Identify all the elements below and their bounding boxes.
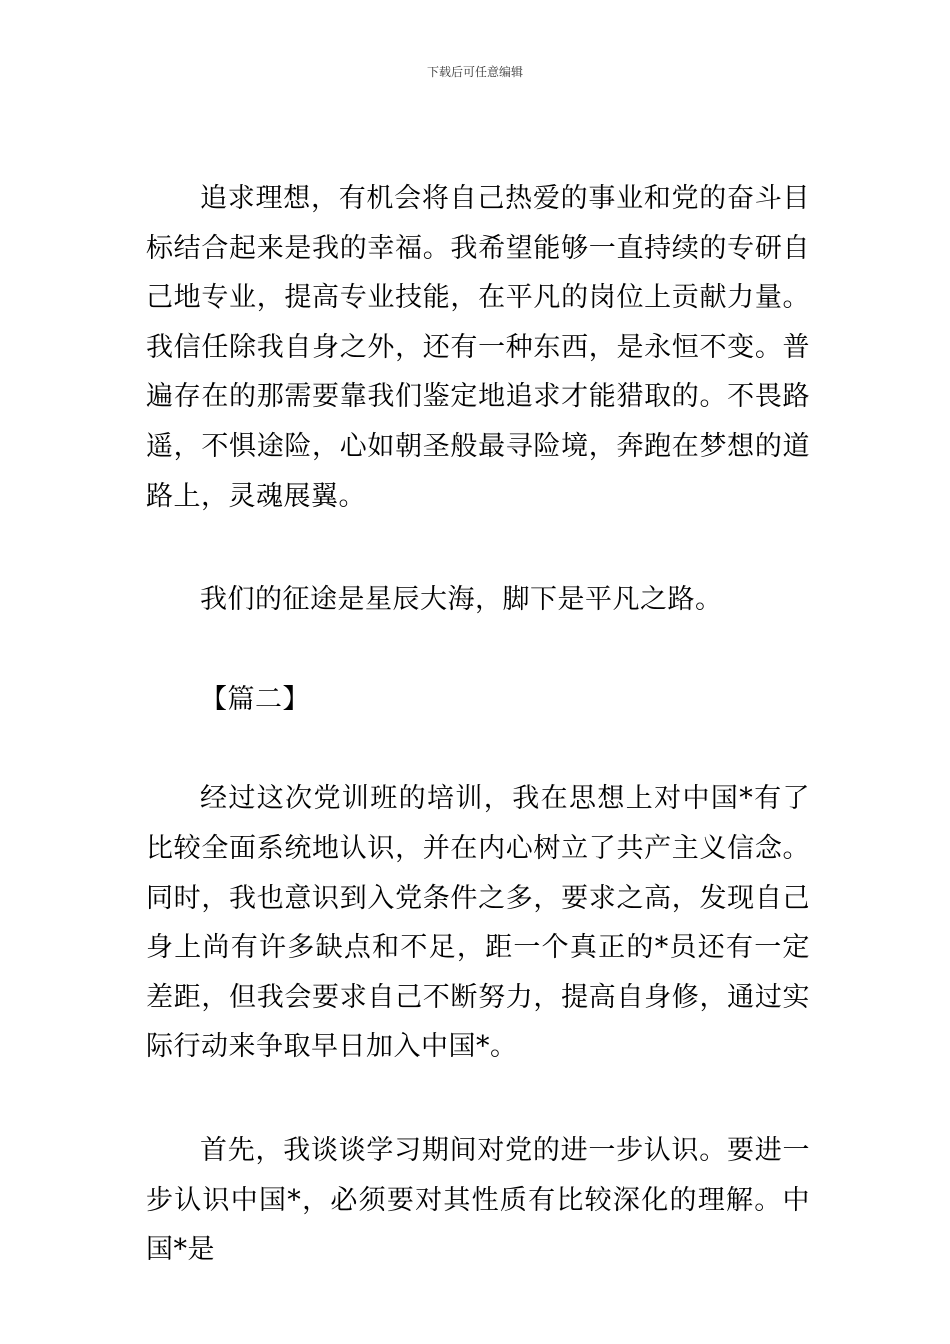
paragraph-training: 经过这次党训班的培训，我在思想上对中国*有了比较全面系统地认识，并在内心树立了共产主义信念。同时，我也意识到入党条件之多，要求之高，发现自己身上尚有许多缺点和不足，距一个真正的*员还有一定差距，但我会要求自己不断努力，提高自身修，通过实际行动来争取早日加入中国*。 <box>146 783 810 1063</box>
paragraph-understanding: 首先，我谈谈学习期间对党的进一步认识。要进一步认识中国*，必须要对其性质有比较深化的理解。中国*是 <box>146 1134 810 1266</box>
page-header: 下载后可任意编辑 <box>426 65 523 79</box>
paragraph-ideals: 追求理想，有机会将自己热爱的事业和党的奋斗目标结合起来是我的幸福。我希望能够一直持续的专研自己地专业，提高专业技能，在平凡的岗位上贡献力量。我信任除我自身之外，还有一种东西，是永恒不变。普遍存在的那需要靠我们鉴定地追求才能猎取的。不畏路遥，不惧途险，心如朝圣般最寻险境，奔跑在梦想的道路上，灵魂展翼。 <box>146 183 810 512</box>
document-body <box>146 174 810 1275</box>
paragraph-journey: 我们的征途是星辰大海，脚下是平凡之路。 <box>200 584 723 616</box>
section-heading-part-two: 【篇二】 <box>200 683 310 715</box>
